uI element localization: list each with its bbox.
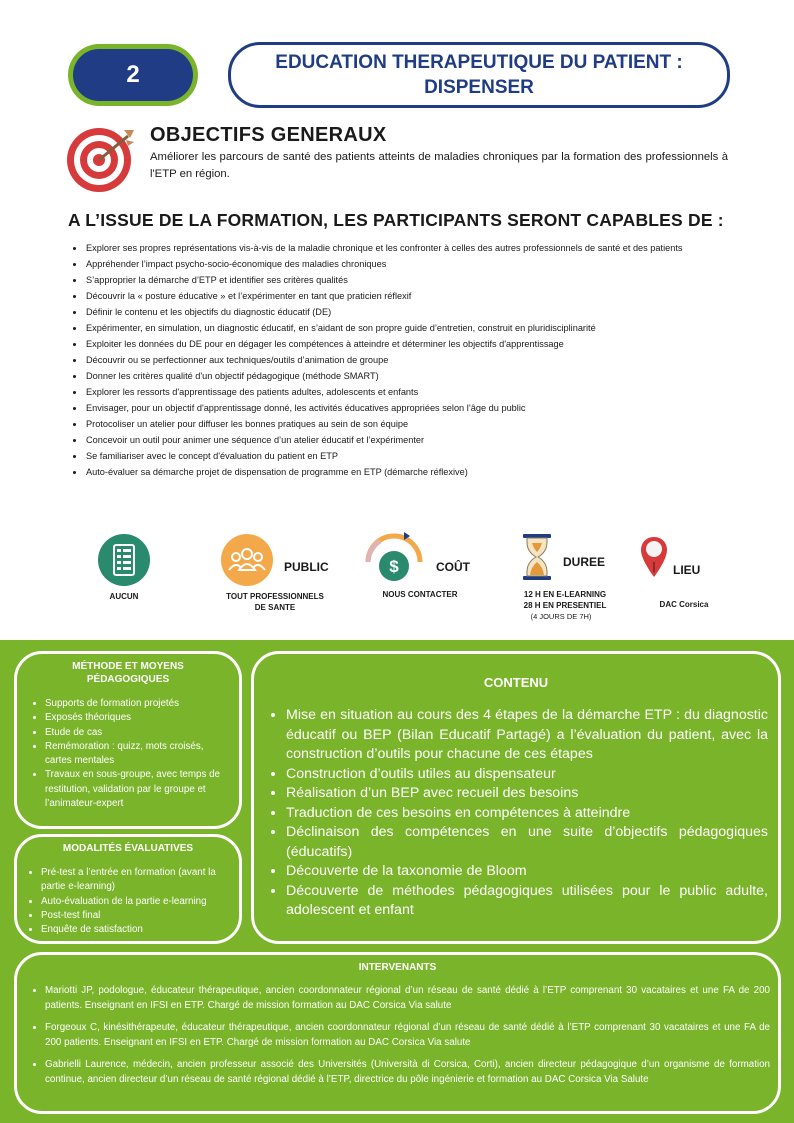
map-pin-icon: [640, 536, 668, 578]
list-item: • Envisager, pour un objectif d'apprentissage donné, les activités éducatives appropriées selon l’âge du public: [85, 400, 745, 416]
list-item: • Remémoration : quizz, mots croisés, cartes mentales: [45, 740, 229, 769]
list-item: • Expérimenter, en simulation, un diagnostic éducatif, en s’aidant de son propre guide d’entretien, construit en pluridisciplinarité: [85, 320, 745, 336]
outcomes-list: [68, 240, 745, 480]
list-item: • Mariotti JP, podologue, éducateur thérapeutique, ancien coordonnateur régional d’un réseau de santé dédié à l’ETP comprenant 30 vacataires et une FA de 200 patients. Enseignant en IFSI en ETP. Chargé de mission formation au DAC Corsica Via salute: [45, 984, 770, 1013]
list-item: • Découverte de méthodes pédagogiques utilisées pour le public adulte, adolescent et enfant: [286, 882, 768, 921]
list-item: • Se familiariser avec le concept d'évaluation du patient en ETP: [85, 448, 745, 464]
list-item: • Exploiter les données du DE pour en dégager les compétences à atteindre et déterminer les objectifs d'apprentissage: [85, 336, 745, 352]
list-item: • Concevoir un outil pour animer une séquence d’un atelier éducatif et l’expérimenter: [85, 432, 745, 448]
cost-heading: COÛT: [436, 560, 470, 574]
methods-list: [31, 697, 229, 811]
duration-label: [500, 589, 630, 622]
list-item: • Auto-évaluation de la partie e-learning: [41, 895, 233, 909]
list-item: • Découverte de la taxonomie de Bloom: [286, 862, 768, 882]
hourglass-icon: [522, 534, 552, 580]
list-item: • Explorer les ressorts d'apprentissage des patients adultes, adolescents et enfants: [85, 384, 745, 400]
list-item: • Post-test final: [41, 909, 233, 923]
speakers-card: [14, 952, 781, 1114]
cost-label: NOUS CONTACTER: [382, 590, 458, 599]
evaluation-card: [14, 834, 242, 944]
page-title-line-1: EDUCATION THERAPEUTIQUE DU PATIENT :: [275, 52, 683, 73]
prerequisites-label: AUCUN: [109, 592, 139, 601]
list-item: • Appréhender l’impact psycho-socio-économique des maladies chroniques: [85, 256, 745, 272]
content-card: [251, 651, 781, 944]
list-item: • Enquête de satisfaction: [41, 923, 233, 937]
document-list-icon: [98, 534, 150, 586]
evaluation-title: MODALITÉS ÉVALUATIVES: [62, 843, 194, 854]
list-item: • Découvrir ou se perfectionner aux techniques/outils d’animation de groupe: [85, 352, 745, 368]
speakers-list: [31, 984, 770, 1087]
list-item: • Etude de cas: [45, 726, 229, 740]
public-label-line-1: TOUT PROFESSIONNELS: [226, 592, 324, 601]
evaluation-list: [27, 866, 233, 937]
list-item: • Définir le contenu et les objectifs du diagnostic éducatif (DE): [85, 304, 745, 320]
methods-card: [14, 651, 242, 829]
section-number-badge: [68, 44, 198, 106]
speakers-title: INTERVENANTS: [358, 962, 437, 973]
content-title: CONTENU: [483, 675, 549, 690]
list-item: • Protocoliser un atelier pour diffuser les bonnes pratiques au sein de son équipe: [85, 416, 745, 432]
page-title-line-2: DISPENSER: [424, 77, 534, 98]
place-label: DAC Corsica: [659, 600, 709, 609]
list-item: • Construction d’outils utiles au dispensateur: [286, 765, 768, 785]
public-heading: PUBLIC: [284, 560, 329, 574]
section-number: 2: [73, 49, 193, 101]
list-item: • Forgeoux C, kinésithérapeute, éducateur thérapeutique, ancien coordonnateur régional d’un réseau de santé dédié à l’ETP comprenant 30 vacataires et une FA de 200 patients. Enseignant en IFSI en ETP. Chargé de mission formation au DAC Corsica Via salute: [45, 1021, 770, 1050]
public-label: [218, 591, 332, 613]
target-icon: [66, 124, 136, 194]
list-item: • Réalisation d’un BEP avec recueil des besoins: [286, 784, 768, 804]
objectives-title: OBJECTIFS GENERAUX: [150, 124, 387, 146]
people-group-icon: [221, 534, 273, 586]
list-item: • Travaux en sous-groupe, avec temps de restitution, validation par le groupe et l’animateur-expert: [45, 768, 229, 811]
methods-title-line-2: PÉDAGOGIQUES: [86, 674, 170, 685]
methods-title: [17, 660, 239, 686]
svg-text:$: $: [389, 557, 399, 576]
list-item: • Exposés théoriques: [45, 711, 229, 725]
page-title-box: [228, 42, 730, 108]
objectives-text: Améliorer les parcours de santé des patients atteints de maladies chroniques par la formation des professionnels à l'ETP en région.: [150, 151, 728, 180]
list-item: • Donner les critères qualité d'un objectif pédagogique (méthode SMART): [85, 368, 745, 384]
list-item: • Auto-évaluer sa démarche projet de dispensation de programme en ETP (démarche réflexive): [85, 464, 745, 480]
list-item: • Mise en situation au cours des 4 étapes de la démarche ETP : du diagnostic éducatif ou BEP (Bilan Educatif Partagé) a l’évaluation du patient, avec la construction d’outils pour chacune de ces étapes: [286, 706, 768, 765]
list-item: • Traduction de ces besoins en compétences à atteindre: [286, 804, 768, 824]
list-item: • Découvrir la « posture éducative » et l’expérimenter en tant que praticien réflexif: [85, 288, 745, 304]
methods-title-line-1: MÉTHODE ET MOYENS: [72, 661, 184, 672]
duration-presential: 28 H EN PRESENTIEL: [523, 601, 607, 610]
list-item: • Explorer ses propres représentations vis-à-vis de la maladie chronique et les confronter à celles des autres professionnels de santé et des patients: [85, 240, 745, 256]
duration-days: (4 JOURS DE 7H): [530, 612, 592, 621]
cost-gauge-icon: [364, 532, 424, 588]
list-item: • Pré-test a l’entrée en formation (avant la partie e-learning): [41, 866, 233, 895]
public-label-line-2: DE SANTE: [254, 603, 296, 612]
list-item: • S’approprier la démarche d’ETP et identifier ses critères qualités: [85, 272, 745, 288]
list-item: • Supports de formation projetés: [45, 697, 229, 711]
page-title: [275, 50, 682, 100]
list-item: • Déclinaison des compétences en une suite d’objectifs pédagogiques (éducatifs): [286, 823, 768, 862]
list-item: • Gabrielli Laurence, médecin, ancien professeur associé des Universités (Università di Corsica, Corti), ancien directeur pédagogique d’un organisme de formation continue, ancien directeur d’un réseau de santé régional dédié à l’ETP, directrice du pôle ingénierie et formation au DAC Corsica Via Salute: [45, 1058, 770, 1087]
duration-elearning: 12 H EN E-LEARNING: [523, 590, 607, 599]
duration-heading: DUREE: [563, 555, 606, 569]
place-heading: LIEU: [673, 563, 701, 577]
content-list: [272, 706, 768, 921]
outcomes-title: A L’ISSUE DE LA FORMATION, LES PARTICIPANTS SERONT CAPABLES DE :: [68, 210, 724, 230]
